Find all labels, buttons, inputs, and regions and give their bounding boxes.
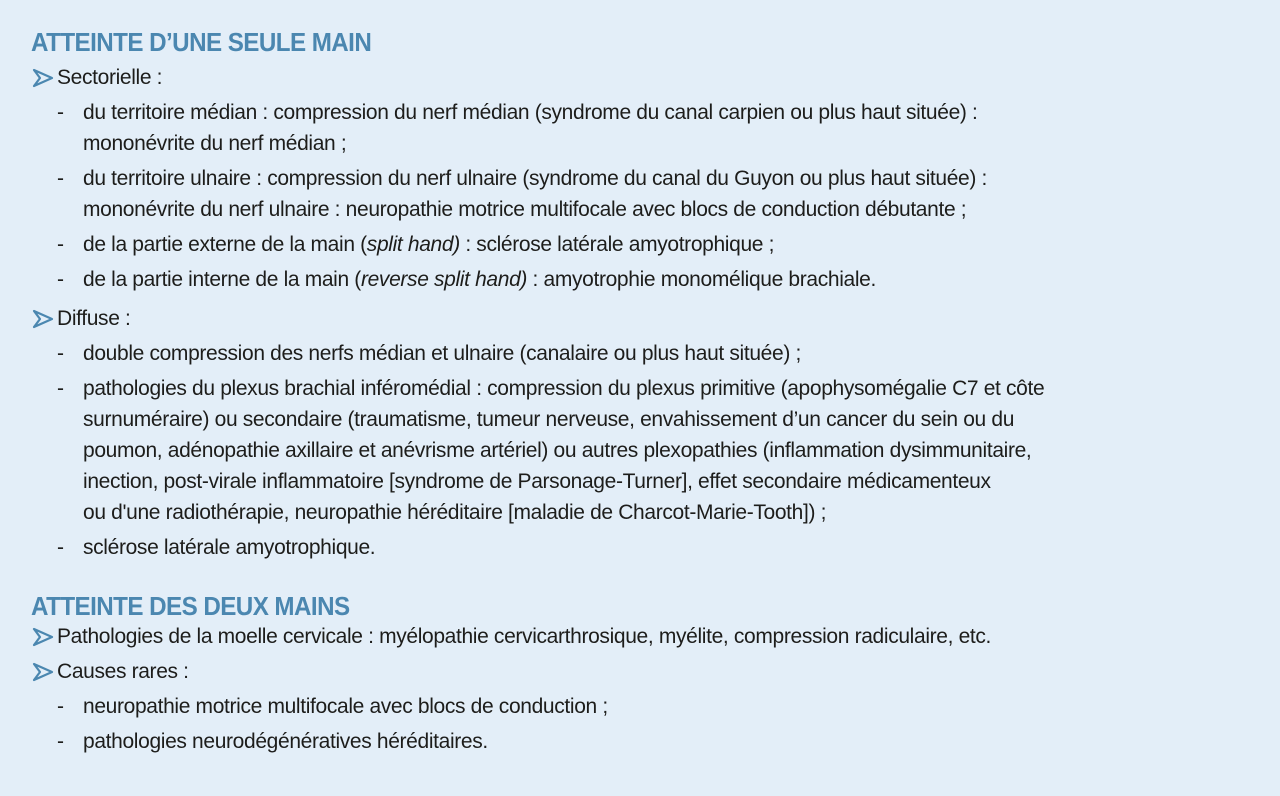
bullet-causes-rares: [31, 656, 1250, 687]
item-text-line: ou d'une radiothérapie, neuropathie héréditaire [maladie de Charcot-Marie-Tooth]) ;: [83, 501, 827, 524]
bullet-diffuse: [31, 303, 1250, 334]
arrowhead-bullet-icon: [32, 308, 54, 330]
item-text-line: surnuméraire) ou secondaire (traumatisme, tumeur nerveuse, envahissement d’un cancer du sein ou du: [83, 408, 1015, 431]
sub-list: [31, 338, 1250, 563]
dash-marker: -: [57, 730, 64, 753]
arrowhead-bullet-icon: [32, 67, 54, 89]
list-item: [31, 691, 1250, 722]
section-title-one-hand: ATTEINTE D’UNE SEULE MAIN: [31, 27, 372, 57]
list-item: [31, 163, 1250, 225]
list-item: [31, 264, 1250, 295]
section-title-both-hands: ATTEINTE DES DEUX MAINS: [31, 591, 350, 621]
dash-marker: -: [57, 342, 64, 365]
item-text-line: [83, 264, 1250, 295]
item-text-line: mononévrite du nerf médian ;: [83, 132, 347, 155]
bullet-label: Sectorielle :: [57, 66, 163, 89]
dash-marker: -: [57, 536, 64, 559]
bullet-label: Causes rares :: [57, 660, 189, 683]
dash-marker: -: [57, 101, 64, 124]
item-text-line: neuropathie motrice multifocale avec blocs de conduction ;: [83, 695, 608, 718]
list-item: [31, 373, 1250, 528]
sub-list: [31, 97, 1250, 295]
item-text-italic: split hand): [366, 233, 460, 256]
item-text-pre: de la partie externe de la main (: [83, 233, 367, 256]
arrowhead-bullet-icon: [32, 661, 54, 683]
group-diffuse: [31, 303, 1250, 563]
item-text-line: pathologies neurodégénératives héréditaires.: [83, 730, 488, 753]
list-item: [31, 338, 1250, 369]
sub-list: [31, 691, 1250, 757]
bullet-sectorielle: [31, 62, 1250, 93]
item-text-line: du territoire ulnaire : compression du nerf ulnaire (syndrome du canal du Guyon ou plus haut située) :: [83, 167, 987, 190]
item-text-line: pathologies du plexus brachial inféromédial : compression du plexus primitive (apophysomégalie C7 et côte: [83, 377, 1045, 400]
bullet-label: Diffuse :: [57, 307, 131, 330]
item-text-line: inection, post-virale inflammatoire [syndrome de Parsonage-Turner], effet secondaire médicamenteux: [83, 470, 991, 493]
list-item: [31, 97, 1250, 159]
item-text-italic: reverse split hand): [360, 268, 528, 291]
item-text-line: du territoire médian : compression du nerf médian (syndrome du canal carpien ou plus haut située) :: [83, 101, 978, 124]
bullet-moelle-cervicale: [31, 621, 1250, 652]
item-text-line: [83, 229, 1250, 260]
item-text-post: : sclérose latérale amyotrophique ;: [459, 233, 775, 256]
bullet-label: Pathologies de la moelle cervicale : myélopathie cervicarthrosique, myélite, compression radiculaire, etc.: [57, 625, 992, 648]
dash-marker: -: [57, 268, 64, 291]
group-sectorielle: [31, 62, 1250, 295]
list-item: [31, 532, 1250, 563]
item-text-line: sclérose latérale amyotrophique.: [83, 536, 376, 559]
group-causes-rares: [31, 656, 1250, 757]
item-text-line: mononévrite du nerf ulnaire : neuropathie motrice multifocale avec blocs de conduction débutante ;: [83, 198, 967, 221]
item-text-line: poumon, adénopathie axillaire et anévrisme artériel) ou autres plexopathies (inflammation dysimmunitaire,: [83, 439, 1032, 462]
item-text-pre: de la partie interne de la main (: [83, 268, 361, 291]
dash-marker: -: [57, 167, 64, 190]
item-text-post: : amyotrophie monomélique brachiale.: [527, 268, 876, 291]
list-item: [31, 229, 1250, 260]
list-item: [31, 726, 1250, 757]
group-moelle-cervicale: [31, 621, 1250, 652]
dash-marker: -: [57, 233, 64, 256]
dash-marker: -: [57, 377, 64, 400]
arrowhead-bullet-icon: [32, 626, 54, 648]
dash-marker: -: [57, 695, 64, 718]
item-text-line: double compression des nerfs médian et ulnaire (canalaire ou plus haut située) ;: [83, 342, 801, 365]
